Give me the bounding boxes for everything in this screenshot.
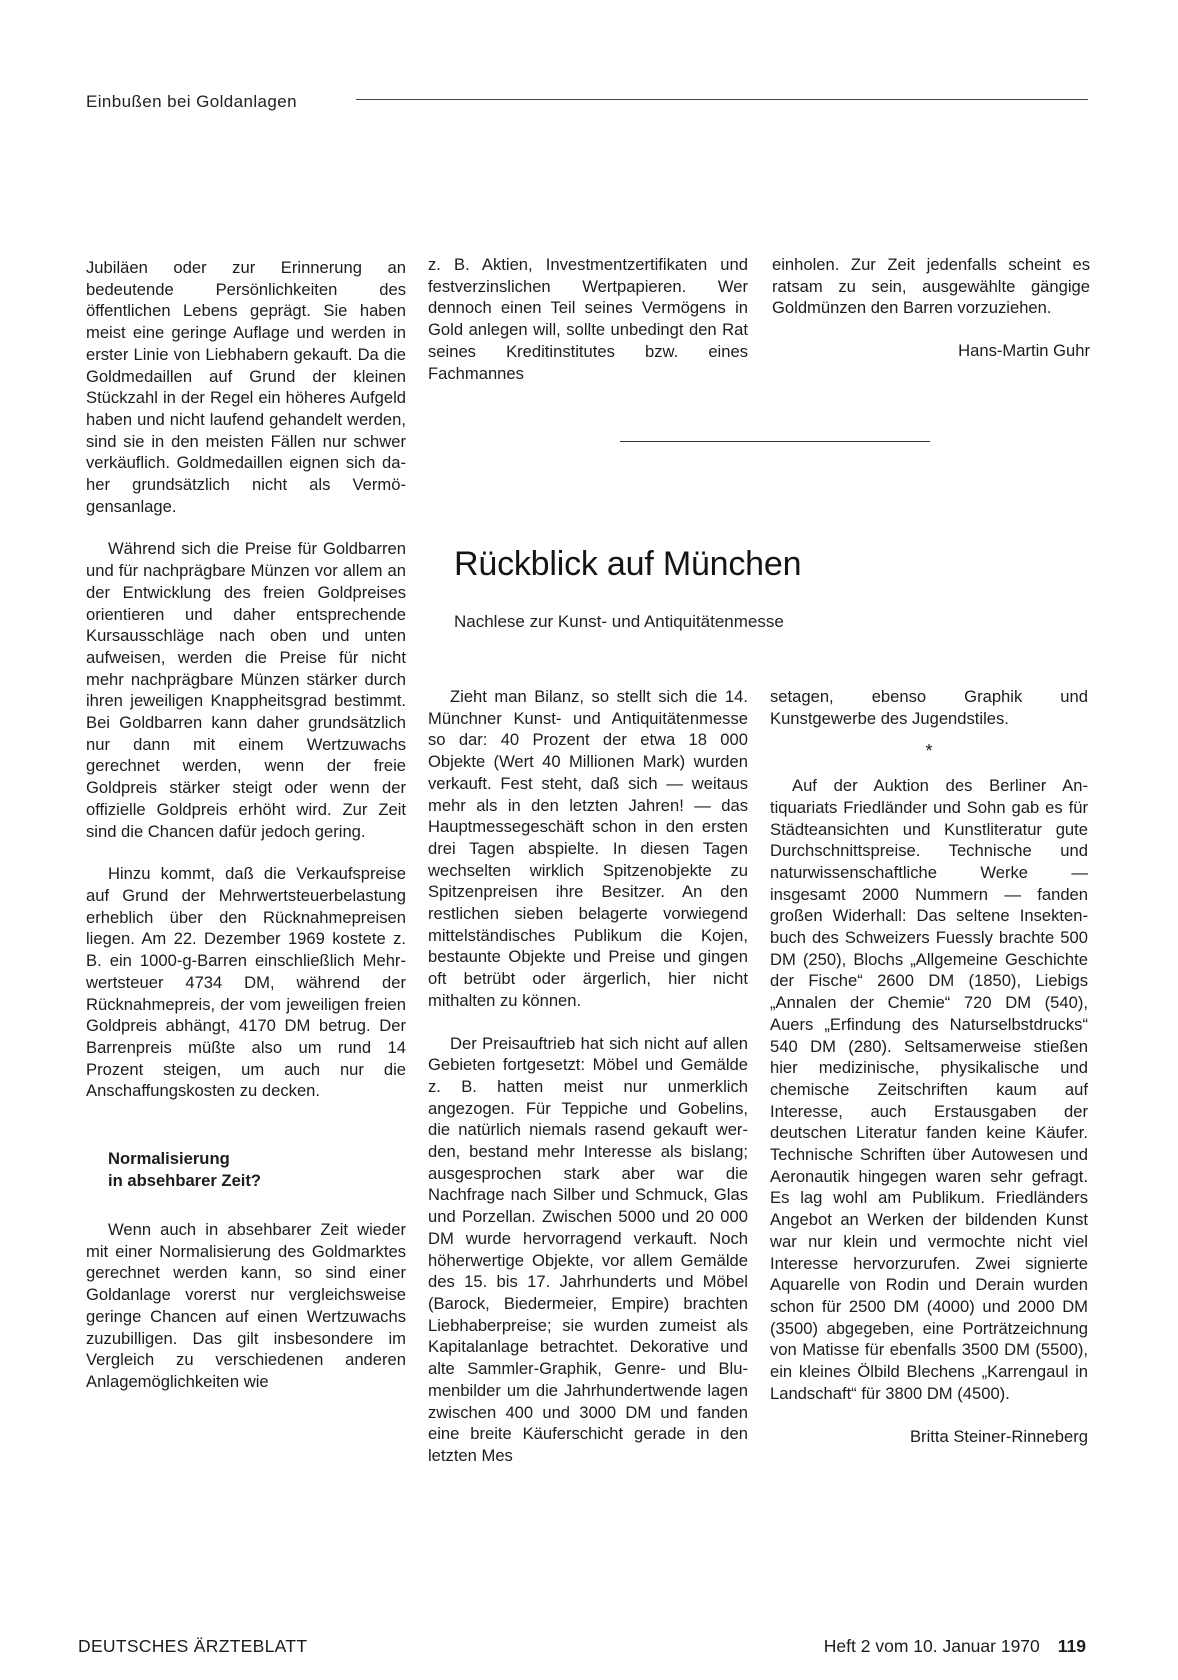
subheading-line: Normalisierung bbox=[108, 1149, 230, 1169]
paragraph: setagen, ebenso Graphik und Kunstgewerbe des Jugendstiles. bbox=[770, 687, 1088, 728]
author-byline: Hans-Martin Guhr bbox=[958, 341, 1090, 361]
footer-issue-date: Heft 2 vom 10. Januar 1970 bbox=[823, 1636, 1040, 1656]
author-byline: Britta Steiner-Rinneberg bbox=[909, 1426, 1088, 1446]
paragraph: Der Preisauftrieb hat sich nicht auf allen Gebieten fortgesetzt: Möbel und Gemälde z. B. hatten meist nur unmerklich angezogen. Für Teppiche und Gobelins, die natürlich niemals rasend gekauft werden, bestand mehr Interesse als bislang; ausgesprochen stark aber war die Nachfrage nach Silber und Schmuck, Glas und Porzellan. Zwischen 5000 und 20 000 DM wurde hervorragend verkauft. Noch höherwertige Objekte, vor allem Gemälde des 15. bis 17. Jahrhunderts und Möbel (Barock, Biedermeier, Empire) brachten Liebhaberpreise; sie wurden zumeist als Kapitalanlage betrachtet. Dekorative und alte Sammler-Graphik, Genre- und Blumenbilder um die Jahrhundertwende lagen zwischen 400 und 3000 DM und fanden eine breite Käuferschicht gerade in den letzten Mes bbox=[428, 1033, 748, 1465]
header-rule bbox=[356, 99, 1088, 100]
article-title: Rückblick auf München bbox=[454, 545, 802, 583]
column-3 bbox=[772, 254, 1090, 362]
article-separator-rule bbox=[620, 441, 930, 442]
paragraph: Wenn auch in absehbarer Zeit wieder mit einer Normalisierung des Goldmarktes gerechnet werden kann, so sind einer Goldanlage vorerst nur vergleichsweise geringe Chancen auf einen Wertzuwachs zuzubilligen. Das gilt insbesondere im Vergleich zu verschiedenen anderen Anlagemöglichkeiten wie bbox=[86, 1220, 406, 1391]
paragraph: einholen. Zur Zeit jedenfalls scheint es ratsam zu sein, ausgewählte gängige Goldmünzen den Barren vorzuziehen. bbox=[772, 255, 1090, 318]
page-number: 119 bbox=[1057, 1636, 1086, 1656]
footer-journal-name: DEUTSCHES ÄRZTEBLATT bbox=[78, 1636, 308, 1656]
section-separator-star: * bbox=[925, 741, 933, 762]
column-1 bbox=[86, 257, 406, 1393]
paragraph: z. B. Aktien, Investmentzertifikaten und festverzinslichen Wertpapieren. Wer dennoch einen Teil seines Vermögens in Gold anlegen will, sollte unbedingt den Rat seines Kreditinstitutes bzw. eines Fachmannes bbox=[428, 255, 748, 383]
paragraph: Hinzu kommt, daß die Verkaufspreise auf Grund der Mehrwertsteuerbelastung erheblich über den Rücknahmepreisen liegen. Am 22. Dezember 1969 kostete z. B. ein 1000-g-Barren einschließlich Mehrwertsteuer 4734 DM, während der Rücknahmepreis, der vom jeweiligen freien Goldpreis abhängt, 4170 DM betrug. Der Barrenpreis müßte also um rund 14 Prozent steigen, um auch nur die Anschaffungskosten zu decken. bbox=[86, 864, 406, 1101]
paragraph: Auf der Auktion des Berliner Antiquariats Friedländer und Sohn gab es für Städteansichten und Kunstliteratur gute Durchschnittspreise. Technische und naturwissenschaftliche Werke — insgesamt 2000 Nummern — fanden großen Widerhall: Das seltene Insektenbuch des Schweizers Fuessly brachte 500 DM (250), Blochs „Allgemeine Geschichte der Fische“ 2600 DM (1850), Liebigs „Annalen der Chemie“ 720 DM (540), Auers „Erfindung des Naturselbstdrucks“ 540 DM (280). Seltsamerweise stießen hier medizinische, physikalische und chemische Zeitschriften kaum auf Interesse, auch Erstausgaben der deutschen Literatur fanden keine Käufer. Technische Schriften über Autowesen und Aeronautik hingegen waren sehr gefragt. Es lag wohl am Publikum. Friedländers Angebot an Werken der bildenden Kunst war nur klein und vermochte nicht viel Interesse hervorzurufen. Zwei signierte Aquarelle von Rodin und Derain wurden schon für 2500 DM (4000) und 2000 DM (3500) abgegeben, eine Porträtzeichnung von Matisse für ebenfalls 3500 DM (5500), ein kleines Ölbild Blechens „Karrengaul in Landschaft“ für 3800 DM (4500). bbox=[770, 776, 1088, 1403]
footer-issue bbox=[824, 1636, 1086, 1657]
running-head: Einbußen bei Goldanlagen bbox=[86, 92, 297, 111]
paragraph: Zieht man Bilanz, so stellt sich die 14. Münchner Kunst- und Antiquitätenmesse so dar: 40 Prozent der etwa 18 000 Objekte (Wert 40 Millionen Mark) wurden verkauft. Fest steht, daß sich — weitaus mehr als in den letzten Jahren! — das Hauptmessegeschäft schon in den ersten drei Tagen abspielte. In diesen Tagen wechselten wirklich Spitzenobjekte zu Spitzenpreisen ihre Besitzer. An den restlichen sieben belagerte vorwiegend mittelständisches Publikum die Kojen, bestaunte Objekte und Preise und gingen oft betrübt oder ärgerlich, hier nicht mithalten zu können. bbox=[428, 687, 748, 1010]
column-2 bbox=[428, 254, 748, 384]
column-4 bbox=[428, 686, 748, 1467]
column-5 bbox=[770, 686, 1088, 1447]
section-subheading bbox=[108, 1148, 406, 1191]
paragraph: Jubiläen oder zur Erinnerung an bedeutende Persönlichkeiten des öffentlichen Lebens geprägt. Sie haben meist eine geringe Auflage und werden in erster Linie von Liebhabern gekauft. Da die Goldmedaillen auf Grund der kleinen Stückzahl in der Regel ein höheres Aufgeld haben und nicht laufend gehandelt werden, sind sie in den meisten Fällen nur schwer verkäuflich. Goldmedaillen eignen sich daher grundsätzlich nicht als Vermögensanlage. bbox=[86, 258, 406, 516]
subheading-line: in absehbarer Zeit? bbox=[108, 1170, 262, 1190]
article-subtitle: Nachlese zur Kunst- und Antiquitätenmesse bbox=[454, 612, 784, 631]
paragraph: Während sich die Preise für Goldbarren und für nachprägbare Münzen vor allem an der Entwicklung des freien Goldpreises orientieren und daher entsprechende Kursausschläge nach oben und unten aufweisen, werden die Preise für nicht mehr nachprägbare Münzen stärker durch ihren jeweiligen Knappheitsgrad bestimmt. Bei Goldbarren kann daher grundsätzlich nur dann mit einem Wertzuwachs gerechnet werden, wenn der freie Goldpreis stärker steigt oder wenn der offizielle Goldpreis erhöht wird. Zur Zeit sind die Chancen dafür jedoch gering. bbox=[86, 539, 406, 841]
